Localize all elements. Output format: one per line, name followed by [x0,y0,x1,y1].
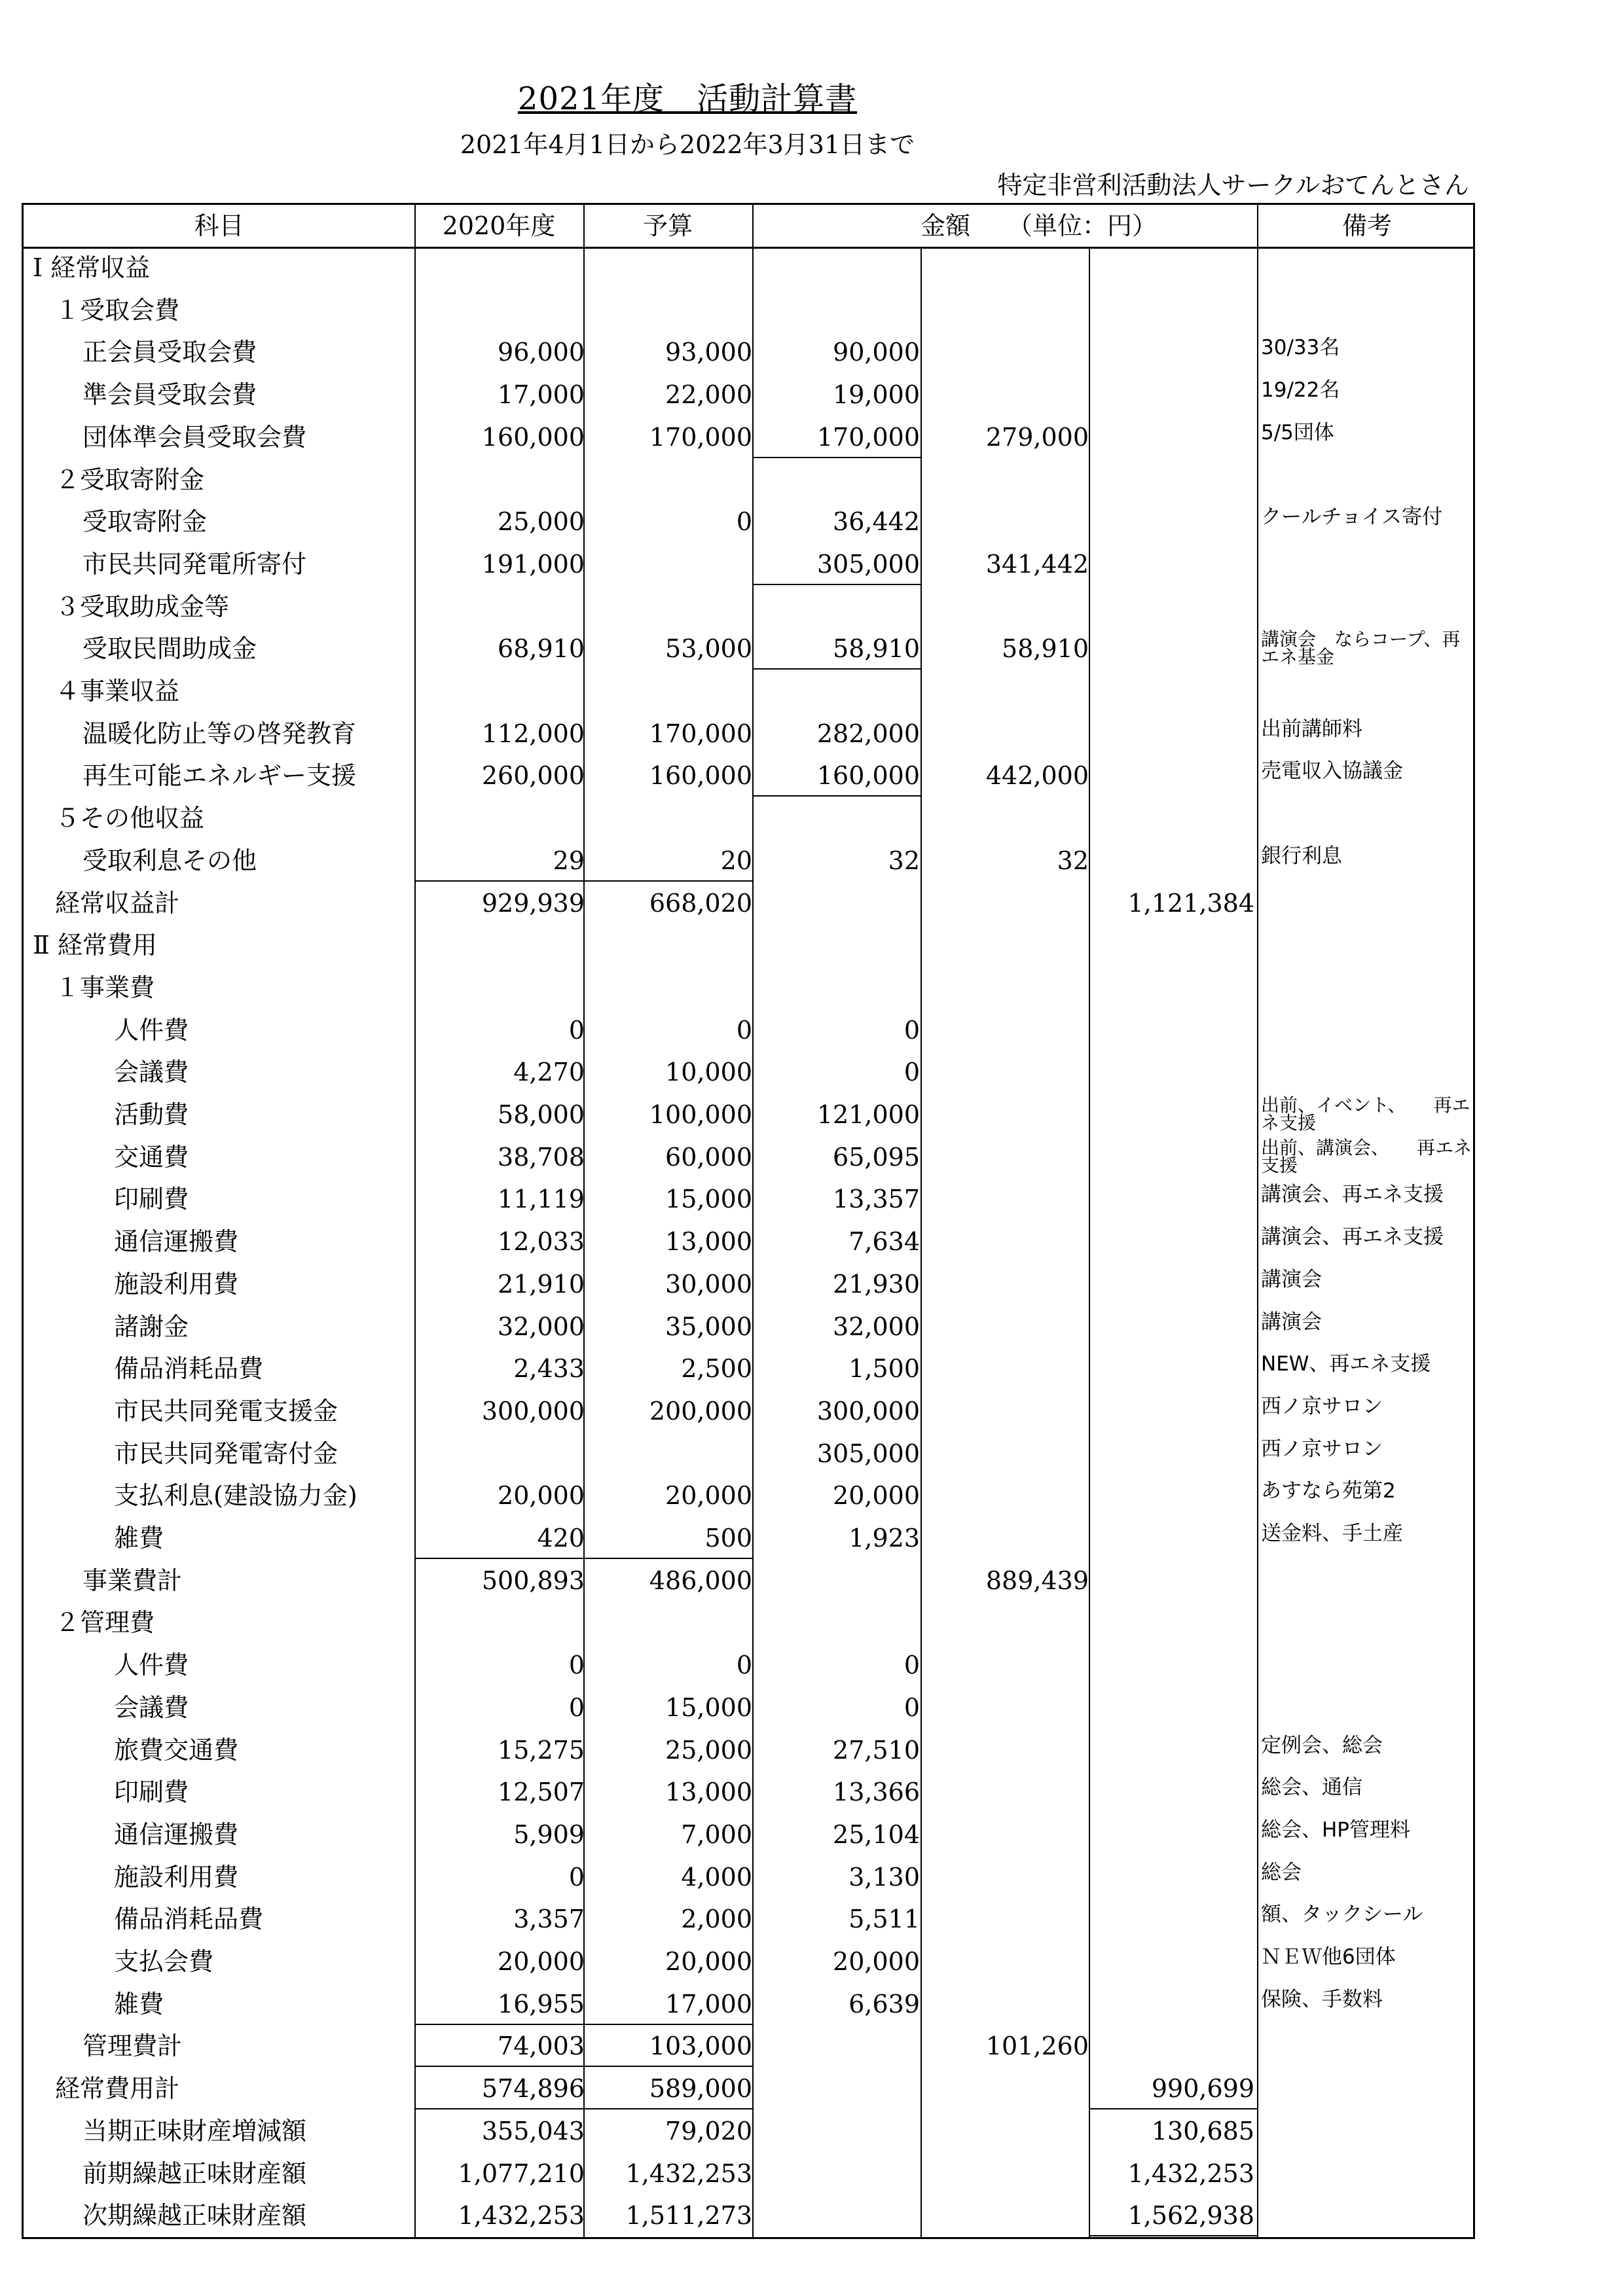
subtotal-rule [414,880,583,882]
cell-prev: 12,507 [498,1778,585,1807]
table-row [24,670,1477,712]
row-label: 次期繰越正味財産額 [82,2201,307,2231]
row-label: １事業費 [55,973,155,1002]
remark-cell: 講演会、再エネ支援 [1261,1183,1444,1207]
table-row [24,1687,1477,1729]
remark-cell: クールチョイス寄付 [1261,505,1443,529]
subtotal-rule [583,1558,752,1559]
cell-amt: 121,000 [816,1100,920,1129]
row-label: 雑費 [114,1989,164,2018]
row-label: 正会員受取会費 [82,338,257,367]
cell-prev: 1,077,210 [458,2159,585,2188]
row-label: 諸謝金 [114,1312,189,1341]
organization-name: 特定非営利活動法人サークルおてんとさん [997,171,1469,200]
cell-amt: 305,000 [816,549,920,579]
subtotal-rule [583,2024,752,2025]
row-label: 受取寄附金 [82,507,208,537]
cell-prev: 2,433 [513,1354,585,1384]
subtotal-rule [414,2024,583,2025]
cell-budget: 2,000 [681,1905,752,1934]
cell-amt: 20,000 [833,1481,920,1511]
table-row [24,1221,1477,1263]
row-label: 交通費 [114,1142,189,1172]
row-label: 備品消耗品費 [114,1354,264,1384]
cell-amt: 36,442 [833,507,920,537]
row-label: 再生可能エネルギー支援 [82,761,357,791]
cell-prev: 74,003 [498,2032,585,2061]
table-row [24,755,1477,797]
table-row [24,1814,1477,1856]
remark-cell: 講演会、再エネ支援 [1261,1225,1444,1249]
row-label: 会議費 [114,1058,189,1087]
remark-cell: 総会、通信 [1261,1776,1362,1800]
row-label: ２管理費 [55,1608,155,1638]
cell-amt: 305,000 [816,1439,920,1468]
document-title: 2021年度 活動計算書 [517,81,858,117]
cell-total: 990,699 [1151,2074,1254,2104]
table-row [24,501,1477,543]
row-label: 当期正味財産増減額 [82,2116,307,2145]
cell-sub: 279,000 [985,422,1089,452]
cell-prev: 17,000 [498,380,585,410]
subtotal-rule [583,2108,752,2109]
cell-prev: 1,432,253 [458,2201,585,2231]
row-label: 経常費用計 [55,2074,180,2104]
table-row [24,1009,1477,1051]
table-row [24,289,1477,331]
table-row [24,2025,1477,2067]
row-label: 備品消耗品費 [114,1905,264,1934]
row-label: ２受取寄附金 [55,465,205,494]
cell-budget: 13,000 [665,1227,752,1257]
cell-budget: 0 [736,507,752,537]
remark-cell: 西ノ京サロン [1261,1437,1383,1461]
cell-amt: 21,930 [833,1269,920,1299]
table-row [24,882,1477,924]
remark-cell: 送金料、手土産 [1261,1522,1403,1545]
table-row [24,1348,1477,1390]
remark-cell: 5/5団体 [1261,420,1334,444]
cell-budget: 22,000 [665,380,752,410]
cell-budget: 13,000 [665,1778,752,1807]
table-row [24,459,1477,501]
cell-amt: 27,510 [833,1735,920,1765]
cell-budget: 20 [720,846,752,875]
table-row [24,416,1477,458]
cell-budget: 53,000 [665,634,752,664]
cell-budget: 1,511,273 [625,2201,752,2231]
header-prev-year: 2020年度 [442,211,556,240]
cell-prev: 112,000 [481,719,585,748]
row-label: 市民共同発電所寄付 [82,549,307,579]
table-row [24,1941,1477,1982]
row-label: 受取利息その他 [82,846,257,875]
cell-budget: 170,000 [649,719,752,748]
table-row [24,1602,1477,1643]
cell-amt: 19,000 [833,380,920,410]
cell-prev: 25,000 [498,507,585,537]
table-row [24,797,1477,839]
remark-cell: 銀行利息 [1261,844,1342,868]
cell-amt: 6,639 [848,1989,920,2018]
cell-amt: 0 [903,1058,920,1087]
cell-budget: 486,000 [649,1566,752,1595]
table-row [24,1136,1477,1178]
cell-prev: 12,033 [498,1227,585,1257]
cell-amt: 0 [903,1693,920,1722]
cell-prev: 500,893 [481,1566,585,1595]
remark-cell: 19/22名 [1261,378,1340,403]
table-row [24,1771,1477,1813]
cell-prev: 0 [568,1015,585,1045]
cell-total: 1,432,253 [1127,2159,1254,2188]
row-label: 市民共同発電寄付金 [114,1439,338,1468]
table-row [24,374,1477,416]
row-label: 通信運搬費 [114,1820,239,1849]
row-label: 前期繰越正味財産額 [82,2159,307,2188]
remark-cell: 総会、HP管理料 [1261,1818,1411,1842]
cell-budget: 103,000 [649,2032,752,2061]
cell-prev: 3,357 [513,1905,585,1934]
cell-budget: 100,000 [649,1100,752,1129]
cell-sub: 101,260 [985,2032,1089,2061]
cell-budget: 2,500 [681,1354,752,1384]
cell-prev: 38,708 [498,1142,585,1172]
cell-prev: 260,000 [481,761,585,791]
subtotal-rule [414,2108,583,2109]
row-label: 人件費 [114,1651,189,1680]
subtotal-rule [1089,2108,1258,2109]
row-label: 管理費計 [82,2032,183,2061]
cell-prev: 58,000 [498,1100,585,1129]
table-row [24,2110,1477,2152]
row-label: 温暖化防止等の啓発教育 [82,719,357,748]
remark-cell: 保険、手数料 [1261,1987,1383,2011]
cell-budget: 7,000 [681,1820,752,1849]
cell-budget: 1,432,253 [625,2159,752,2188]
cell-budget: 0 [736,1651,752,1680]
cell-prev: 355,043 [481,2116,585,2145]
remark-cell: 30/33名 [1261,336,1340,360]
cell-prev: 21,910 [498,1269,585,1299]
subtotal-rule [583,880,752,882]
subtotal-rule [414,2066,583,2067]
cell-prev: 574,896 [481,2074,585,2104]
header-remarks: 備考 [1341,211,1392,240]
cell-budget: 200,000 [649,1396,752,1426]
row-label: 印刷費 [114,1185,189,1214]
row-label: 印刷費 [114,1778,189,1807]
row-label: 雑費 [114,1524,164,1552]
cell-prev: 20,000 [498,1947,585,1976]
cell-budget: 589,000 [649,2074,752,2104]
row-label: １受取会費 [55,295,180,325]
row-label: ３受取助成金等 [55,592,230,621]
cell-budget: 79,020 [665,2116,752,2145]
table-row [24,543,1477,585]
cell-amt: 58,910 [833,634,920,664]
cell-budget: 170,000 [649,422,752,452]
cell-sub: 341,442 [985,549,1089,579]
cell-total: 1,121,384 [1127,888,1254,918]
cell-prev: 0 [568,1862,585,1892]
table-row [24,1390,1477,1432]
cell-prev: 29 [553,846,585,875]
table-row [24,1517,1477,1559]
report-period: 2021年4月1日から2022年3月31日まで [460,130,915,159]
remark-cell: 西ノ京サロン [1261,1394,1383,1418]
remark-cell: 総会 [1261,1860,1302,1884]
activity-statement-table [22,203,1475,2239]
remark-cell: 出前講師料 [1261,717,1362,741]
row-label: 事業費計 [82,1566,183,1595]
cell-amt: 3,130 [848,1862,920,1892]
subtotal-rule [414,1558,583,1559]
table-row [24,586,1477,628]
subtotal-rule [752,795,921,797]
remark-cell: 定例会、総会 [1261,1733,1383,1757]
row-label: 通信運搬費 [114,1227,239,1257]
cell-prev: 15,275 [498,1735,585,1765]
cell-amt: 160,000 [816,761,920,791]
cell-prev: 16,955 [498,1989,585,2018]
remark-cell: 講演会 [1261,1310,1322,1334]
cell-budget: 20,000 [665,1481,752,1511]
subtotal-rule [752,457,921,458]
row-label: 人件費 [114,1015,189,1045]
cell-amt: 32,000 [833,1312,920,1341]
cell-budget: 30,000 [665,1269,752,1299]
cell-budget: 20,000 [665,1947,752,1976]
table-row [24,1178,1477,1220]
cell-prev: 300,000 [481,1396,585,1426]
cell-amt: 7,634 [848,1227,920,1257]
table-row [24,1898,1477,1940]
cell-prev: 68,910 [498,634,585,664]
table-row [24,1560,1477,1602]
subtotal-rule [752,584,921,585]
cell-amt: 0 [903,1015,920,1045]
subtotal-rule [583,2066,752,2067]
remark-cell: NEW、再エネ支援 [1261,1352,1431,1376]
table-row [24,1856,1477,1898]
row-label: 支払利息(建設協力金) [114,1481,357,1511]
cell-amt: 170,000 [816,422,920,452]
table-row [24,1263,1477,1305]
table-row [24,1475,1477,1516]
row-label: 経常収益計 [55,888,180,918]
table-row [24,331,1477,373]
cell-budget: 25,000 [665,1735,752,1765]
table-row [24,2153,1477,2195]
row-label: 市民共同発電支援金 [114,1396,338,1426]
cell-sub: 889,439 [985,1566,1089,1595]
table-row [24,247,1477,289]
row-label: ５その他収益 [55,804,205,833]
cell-budget: 4,000 [681,1862,752,1892]
cell-amt: 5,511 [848,1905,920,1934]
cell-prev: 0 [568,1651,585,1680]
row-label: Ⅰ 経常収益 [33,253,151,282]
cell-amt: 1,500 [848,1354,920,1384]
remark-cell: 講演会 ならコープ、再エネ基金 [1261,628,1461,668]
cell-budget: 10,000 [665,1058,752,1087]
cell-budget: 93,000 [665,338,752,367]
cell-prev: 160,000 [481,422,585,452]
remark-cell: あすなら苑第2 [1261,1479,1396,1503]
cell-amt: 65,095 [833,1142,920,1172]
table-row [24,628,1477,670]
row-label: 施設利用費 [114,1269,239,1299]
row-label: Ⅱ 経常費用 [33,931,157,960]
cell-amt: 13,366 [833,1778,920,1807]
cell-prev: 96,000 [498,338,585,367]
cell-prev: 420 [537,1524,585,1552]
remark-cell: 額、タックシール [1261,1903,1423,1927]
cell-prev: 4,270 [513,1058,585,1087]
row-label: 活動費 [114,1100,189,1129]
cell-budget: 17,000 [665,1989,752,2018]
remark-cell: 売電収入協議金 [1261,759,1403,783]
table-row [24,1433,1477,1475]
cell-budget: 15,000 [665,1693,752,1722]
table-row [24,1983,1477,2025]
cell-amt: 1,923 [848,1524,920,1552]
cell-budget: 160,000 [649,761,752,791]
cell-sub: 32 [1057,846,1089,875]
row-label: ４事業収益 [55,677,180,706]
cell-budget: 668,020 [649,888,752,918]
cell-total: 130,685 [1151,2116,1254,2145]
row-label: 団体準会員受取会費 [82,422,307,452]
table-row [24,967,1477,1009]
table-row [24,1729,1477,1771]
row-label: 会議費 [114,1693,189,1722]
cell-amt: 13,357 [833,1185,920,1214]
subtotal-rule [752,668,921,670]
cell-prev: 191,000 [481,549,585,579]
cell-budget: 60,000 [665,1142,752,1172]
cell-prev: 0 [568,1693,585,1722]
cell-total: 1,562,938 [1127,2201,1254,2231]
table-row [24,1644,1477,1686]
remark-cell: 講演会 [1261,1267,1322,1291]
row-label: 支払会費 [114,1947,214,1976]
cell-prev: 5,909 [513,1820,585,1849]
row-label: 準会員受取会費 [82,380,257,410]
cell-amt: 0 [903,1651,920,1680]
cell-amt: 25,104 [833,1820,920,1849]
cell-prev: 32,000 [498,1312,585,1341]
table-row [24,1306,1477,1348]
subtotal-rule [1089,2235,1258,2236]
row-label: 受取民間助成金 [82,634,257,664]
cell-amt: 282,000 [816,719,920,748]
header-budget: 予算 [642,211,693,240]
header-subject: 科目 [194,211,244,240]
cell-amt: 300,000 [816,1396,920,1426]
cell-budget: 0 [736,1015,752,1045]
cell-amt: 32 [888,846,920,875]
cell-budget: 35,000 [665,1312,752,1341]
table-row [24,840,1477,882]
cell-prev: 20,000 [498,1481,585,1511]
cell-sub: 442,000 [985,761,1089,791]
table-row [24,2195,1477,2236]
cell-prev: 929,939 [481,888,585,918]
cell-sub: 58,910 [1002,634,1089,664]
cell-amt: 20,000 [833,1947,920,1976]
remark-cell: 出前、イベント、 再エネ支援 [1261,1094,1470,1134]
cell-budget: 15,000 [665,1185,752,1214]
row-label: 施設利用費 [114,1862,239,1892]
table-row [24,1051,1477,1093]
table-row [24,1094,1477,1136]
cell-budget: 500 [704,1524,752,1552]
table-row [24,713,1477,755]
table-row [24,2068,1477,2109]
remark-cell: ＮＥＷ他6団体 [1261,1945,1396,1969]
table-row [24,924,1477,966]
remark-cell: 出前、講演会、 再エネ支援 [1261,1136,1472,1176]
cell-amt: 90,000 [833,338,920,367]
row-label: 旅費交通費 [114,1735,239,1765]
header-amount: 金額 （単位：円） [921,211,1158,240]
cell-prev: 11,119 [498,1185,585,1214]
